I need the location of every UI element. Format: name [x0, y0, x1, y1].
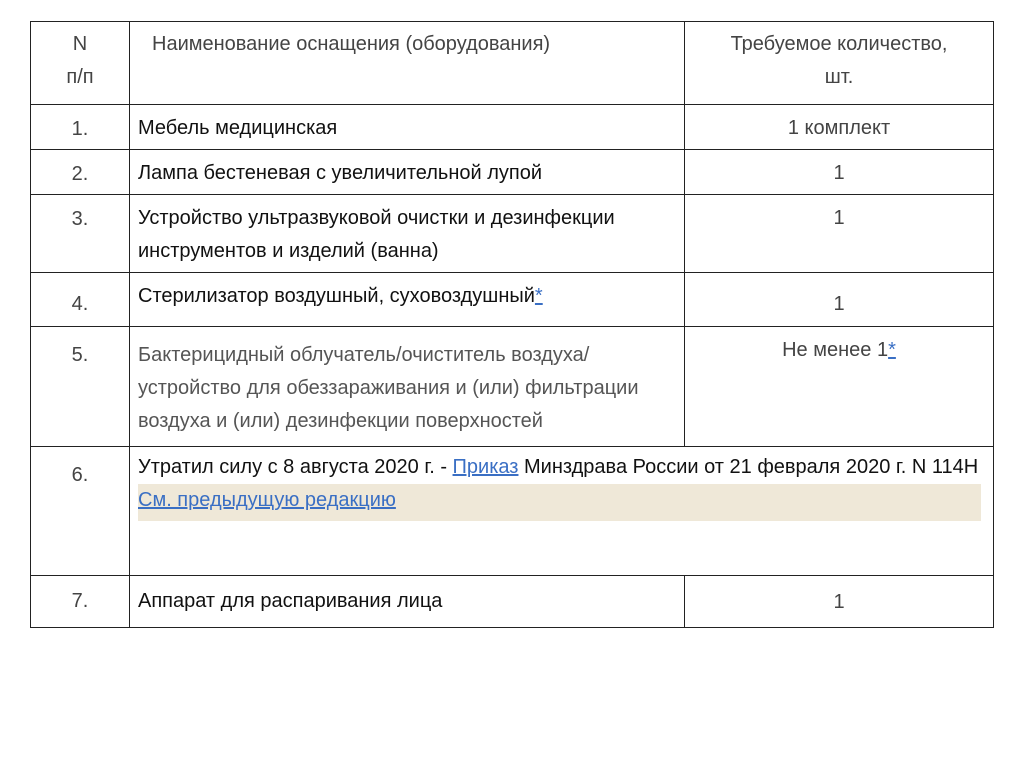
- order-link[interactable]: Приказ: [452, 456, 519, 478]
- equipment-table: [30, 21, 994, 628]
- row-qty: 1: [685, 273, 994, 327]
- row-number: 5.: [31, 327, 130, 447]
- row-number: 2.: [31, 150, 130, 195]
- header-num: N п/п: [31, 22, 130, 105]
- row-name: Устройство ультразвуковой очистки и дезинфекции инструментов и изделий (ванна): [130, 195, 685, 273]
- row-number: 6.: [31, 447, 130, 576]
- table-row-repealed: [31, 447, 994, 576]
- row-name: Стерилизатор воздушный, суховоздушный*: [130, 273, 685, 327]
- row-number: 3.: [31, 195, 130, 273]
- previous-edition-band: [138, 484, 981, 521]
- row-name: Аппарат для распаривания лица: [130, 576, 685, 628]
- row-qty: 1 комплект: [685, 105, 994, 150]
- header-qty: Требуемое количество, шт.: [685, 22, 994, 105]
- footnote-link[interactable]: *: [534, 285, 543, 307]
- row-number: 4.: [31, 273, 130, 327]
- header-name: Наименование оснащения (оборудования): [130, 22, 685, 105]
- row-name: Мебель медицинская: [130, 105, 685, 150]
- repealed-text: Утратил силу с 8 августа 2020 г. - Приказ Минздрава России от 21 февраля 2020 г. N 114Н: [138, 456, 979, 478]
- row-number: 7.: [31, 576, 130, 628]
- row-qty: Не менее 1*: [685, 327, 994, 447]
- table-row: [31, 150, 994, 195]
- row-qty: 1: [685, 150, 994, 195]
- row-name: Лампа бестеневая с увеличительной лупой: [130, 150, 685, 195]
- row-qty: 1: [685, 576, 994, 628]
- row-qty: 1: [685, 195, 994, 273]
- table-row: [31, 105, 994, 150]
- table-row: [31, 195, 994, 273]
- repealed-notice: [130, 447, 994, 576]
- row-name: Бактерицидный облучатель/очиститель воздуха/устройство для обеззараживания и (или) фильтрации воздуха и (или) дезинфекции поверхностей: [130, 327, 685, 447]
- table-row: [31, 576, 994, 628]
- table-row: [31, 273, 994, 327]
- table-row: [31, 327, 994, 447]
- row-number: 1.: [31, 105, 130, 150]
- previous-edition-link[interactable]: См. предыдущую редакцию: [138, 489, 396, 511]
- footnote-link[interactable]: *: [888, 339, 896, 361]
- table-header-row: [31, 22, 994, 105]
